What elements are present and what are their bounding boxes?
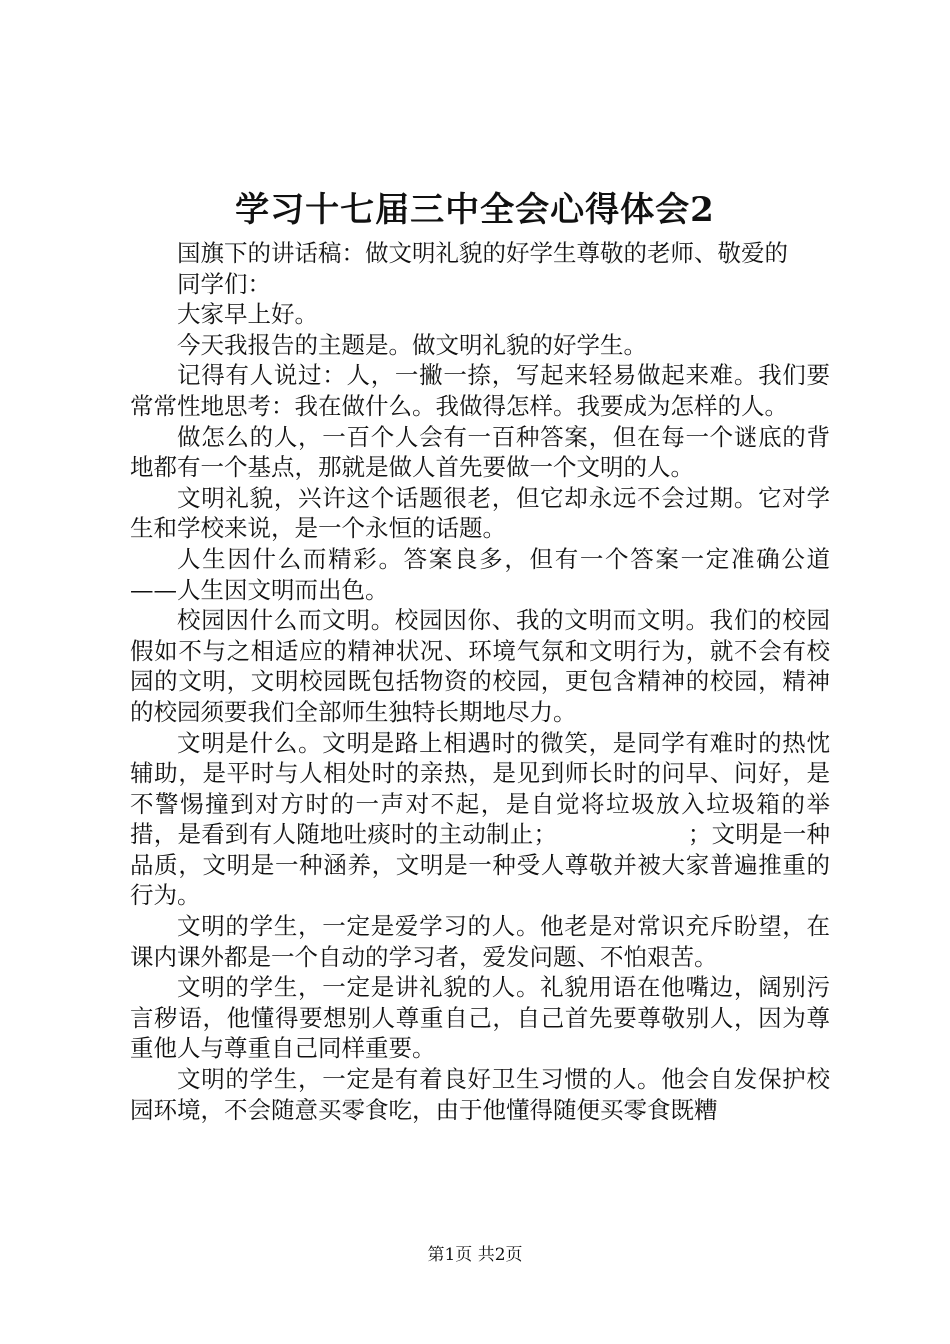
paragraph: 做怎么的人，一百个人会有一百种答案，但在每一个谜底的背地都有一个基点，那就是做人首先要做一个文明的人。 [130, 422, 830, 482]
page-number-footer: 第1页 共2页 [427, 1245, 523, 1265]
paragraph: 文明的学生，一定是讲礼貌的人。礼貌用语在他嘴边，阔别污言秽语，他懂得要想别人尊重自己，自己首先要尊敬别人，因为尊重他人与尊重自己同样重要。 [130, 973, 830, 1063]
paragraph: 文明礼貌，兴许这个话题很老，但它却永远不会过期。它对学生和学校来说，是一个永恒的话题。 [130, 483, 830, 543]
document-title: 学习十七届三中全会心得体会2 [235, 190, 715, 230]
paragraph: 国旗下的讲话稿：做文明礼貌的好学生尊敬的老师、敬爱的 [177, 239, 788, 267]
paragraph: 大家早上好。 [177, 300, 318, 329]
paragraph: 今天我报告的主题是。做文明礼貌的好学生。 [177, 330, 647, 359]
paragraph: 记得有人说过：人，一撇一捺，写起来轻易做起来难。我们要常常性地思考：我在做什么。我做得怎样。我要成为怎样的人。 [130, 361, 830, 420]
paragraph: 文明的学生，一定是爱学习的人。他老是对常识充斥盼望，在课内课外都是一个自动的学习者，爱发问题、不怕艰苦。 [130, 912, 830, 971]
document-body [130, 238, 830, 1125]
paragraph: 同学们： [177, 269, 271, 298]
paragraph: 文明的学生，一定是有着良好卫生习惯的人。他会自发保护校园环境，不会随意买零食吃，由于他懂得随便买零食既糟 [130, 1065, 830, 1124]
paragraph: 校园因什么而文明。校园因你、我的文明而文明。我们的校园假如不与之相适应的精神状况、环境气氛和文明行为，就不会有校园的文明，文明校园既包括物资的校园，更包含精神的校园，精神的校园须要我们全部师生独特长期地尽力。 [130, 606, 830, 726]
paragraph: 人生因什么而精彩。答案良多，但有一个答案一定准确公道——人生因文明而出色。 [130, 544, 830, 604]
paragraph: 文明是什么。文明是路上相遇时的微笑，是同学有难时的热忱辅助，是平时与人相处时的亲热，是见到师长时的问早、问好，是不警惕撞到对方时的一声对不起，是自觉将垃圾放入垃圾箱的举措，是看到有人随地吐痰时的主动制止； ；文明是一种品质，文明是一种涵养，文明是一种受人尊敬并被大家普遍推重的行为。 [130, 728, 830, 910]
